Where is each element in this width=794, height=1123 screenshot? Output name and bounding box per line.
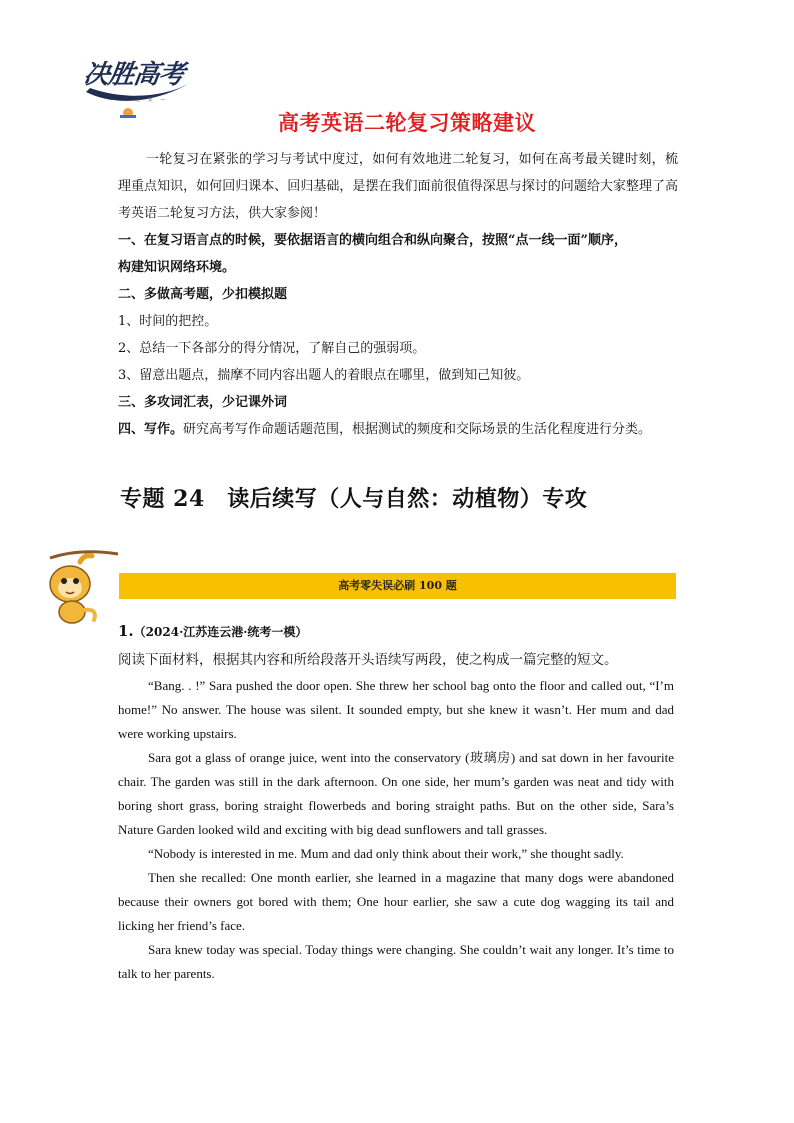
strategy-2-item-2: 2、总结一下各部分的得分情况，了解自己的强弱项。	[118, 341, 426, 356]
question-instruction: 阅读下面材料，根据其内容和所给段落开头语续写两段，使之构成一篇完整的短文。	[118, 652, 618, 668]
strategy-1-line-1: 一、在复习语言点的时候，要依据语言的横向组合和纵向聚合，按照“点一线一面”顺序，	[118, 233, 627, 248]
strategy-2-item-3: 3、留意出题点，揣摩不同内容出题人的着眼点在哪里，做到知己知彼。	[118, 368, 530, 383]
strategy-1-line-2: 构建知识网络环境。	[118, 260, 236, 275]
strategy-3-heading: 三、多攻词汇表，少记课外词	[118, 395, 288, 410]
strategy-4-line	[118, 416, 678, 443]
logo-subtext: — 一 定 要 —	[110, 97, 169, 103]
page-title: 高考英语二轮复习策略建议	[278, 111, 536, 135]
topic-title: 专题 24 读后续写（人与自然：动植物）专攻	[120, 486, 588, 512]
strategy-list	[118, 227, 678, 443]
monkey-mascot-icon	[40, 548, 120, 626]
strategy-4-text: 研究高考写作命题话题范围，根据测试的频度和交际场景的生活化程度进行分类。	[183, 422, 652, 437]
story-paragraph: “Bang. . !” Sara pushed the door open. She threw her school bag onto the floor and called out, “I’m home!” No answer. The house was silent. It sounded empty, but she knew it wasn’t. Her mum and dad were working upstairs.	[118, 678, 674, 741]
story-paragraph: Sara got a glass of orange juice, went into the conservatory (玻璃房) and sat down in her favourite chair. The garden was still in the dark afternoon. On one side, her mum’s garden was neat and tidy with boring short grass, boring straight flowerbeds and boring straight paths. But on the other side, Sara’s Nature Garden looked wild and exciting with big dead sunflowers and tall grasses.	[118, 750, 674, 837]
story-text	[118, 674, 674, 986]
strategy-4-label: 四、写作。	[118, 422, 184, 437]
question-source: （2024·江苏连云港·统考一模）	[133, 625, 308, 639]
story-paragraph: “Nobody is interested in me. Mum and dad only think about their work,” she thought sadly.	[148, 846, 624, 861]
story-paragraph: Sara knew today was special. Today things were changing. She couldn’t wait any longer. It’s time to talk to her parents.	[118, 942, 674, 981]
strategy-2-item-1: 1、时间的把控。	[118, 314, 218, 329]
section-banner: 高考零失误必刷 100 题	[119, 573, 676, 599]
story-paragraph: Then she recalled: One month earlier, she learned in a magazine that many dogs were abandoned because their owners got bored with them; One hour earlier, she saw a cute dog wagging its tail and licking her friend’s face.	[118, 870, 674, 933]
question-header	[118, 622, 307, 640]
logo-text: 决胜高考	[81, 60, 186, 90]
intro-paragraph: 一轮复习在紧张的学习与考试中度过，如何有效地进二轮复习，如何在高考最关键时刻，梳理重点知识，如何回归课本、回归基础，是摆在我们面前很值得深思与探讨的问题给大家整理了高考英语二轮复习方法，供大家参阅！	[118, 152, 678, 221]
question-number: 1.	[118, 622, 134, 640]
strategy-2-heading: 二、多做高考题，少扣模拟题	[118, 287, 288, 302]
